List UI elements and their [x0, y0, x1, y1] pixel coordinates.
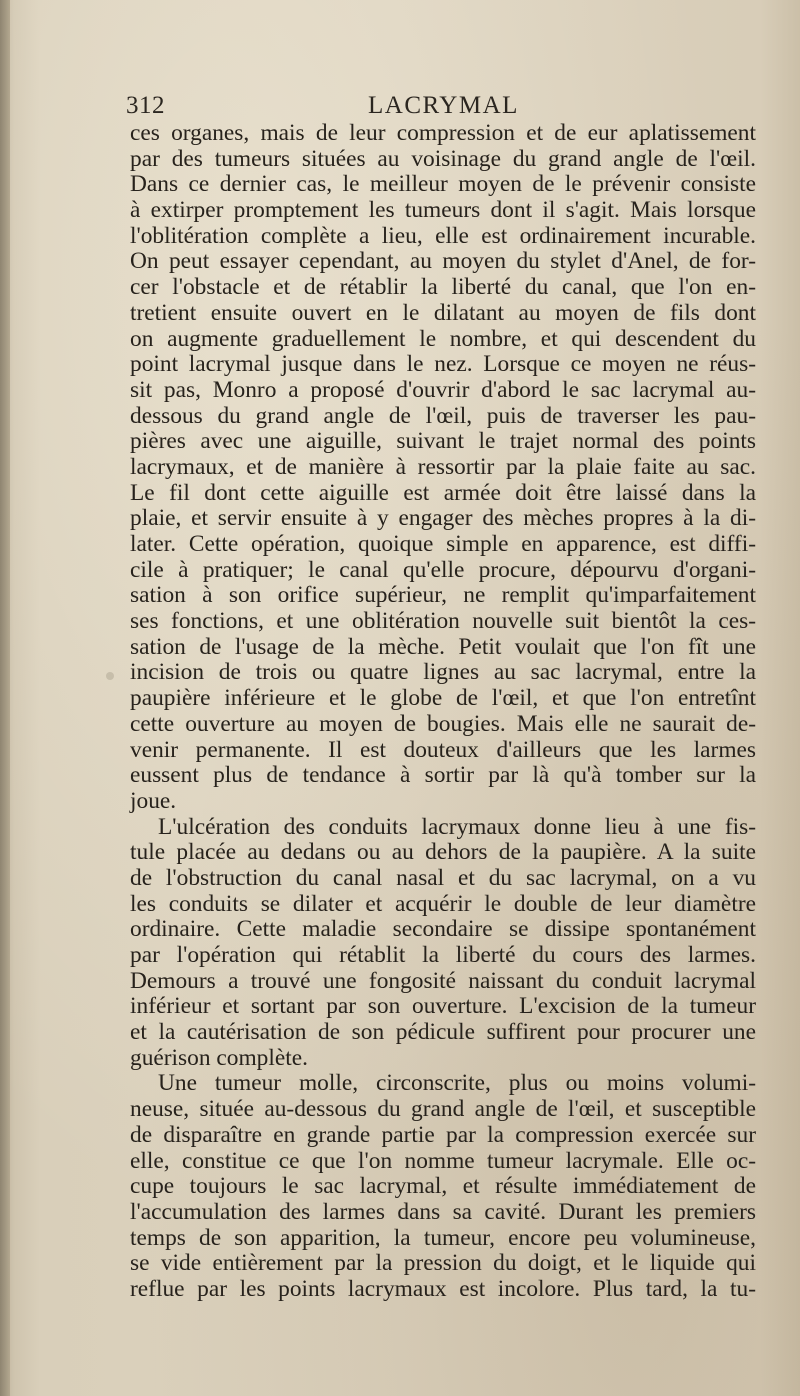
ink-spot — [106, 672, 114, 680]
text-line: sit pas, Monro a proposé d'ouvrir d'abord le sac lacrymal au- — [130, 376, 756, 403]
page-header — [126, 92, 646, 122]
text-line: par l'opération qui rétablit la liberté du cours des larmes. — [130, 942, 756, 968]
text-line: à extirper promptement les tumeurs dont il s'agit. Mais lorsque — [130, 197, 756, 224]
text-line: guérison complète. — [130, 1044, 308, 1071]
text-line: Le fil dont cette aiguille est armée doit être laissé dans la — [130, 479, 756, 506]
text-line: lacrymaux, et de manière à ressortir par la plaie faite au sac. — [130, 453, 756, 480]
text-line: l'accumulation des larmes dans sa cavité. Durant les premiers — [130, 1198, 756, 1225]
page-binding-edge — [0, 0, 10, 1396]
text-line: later. Cette opération, quoique simple en apparence, est diffi- — [130, 531, 756, 557]
text-line: cile à pratiquer; le canal qu'elle procure, dépourvu d'organi- — [130, 556, 756, 583]
text-line: ordinaire. Cette maladie secondaire se dissipe spontanément — [130, 916, 756, 943]
text-line: l'oblitération complète a lieu, elle est ordinairement incurable. — [130, 222, 756, 249]
text-line: ces organes, mais de leur compression et de eur aplatissement — [130, 120, 756, 146]
paragraph-first-line: Une tumeur molle, circonscrite, plus ou moins volumi- — [158, 1070, 756, 1097]
text-line: cer l'obstacle et de rétablir la liberté du canal, que l'on en- — [130, 274, 756, 301]
text-line: tule placée au dedans ou au dehors de la paupière. A la suite — [130, 839, 756, 866]
text-line: se vide entièrement par la pression du doigt, et le liquide qui — [130, 1250, 756, 1277]
paragraph-first-line: L'ulcération des conduits lacrymaux donne lieu à une fis- — [158, 813, 756, 840]
text-line: elle, constitue ce que l'on nomme tumeur lacrymale. Elle oc- — [130, 1147, 756, 1174]
text-line: On peut essayer cependant, au moyen du stylet d'Anel, de for- — [130, 248, 756, 275]
text-line: cupe toujours le sac lacrymal, et résulte immédiatement de — [130, 1173, 756, 1200]
text-line: de disparaître en grande partie par la compression exercée sur — [130, 1121, 756, 1148]
text-line: et la cautérisation de son pédicule suffirent pour procurer une — [130, 1019, 756, 1046]
text-line: dessous du grand angle de l'œil, puis de traverser les pau- — [130, 402, 756, 429]
page-number: 312 — [126, 92, 165, 119]
text-line: Demours a trouvé une fongosité naissant du conduit lacrymal — [130, 967, 756, 994]
text-line: point lacrymal jusque dans le nez. Lorsque ce moyen ne réus- — [130, 351, 756, 378]
text-line: reflue par les points lacrymaux est incolore. Plus tard, la tu- — [130, 1275, 756, 1302]
text-line: ses fonctions, et une oblitération nouvelle suit bientôt la ces- — [130, 608, 756, 635]
text-line: sation de l'usage de la mèche. Petit voulait que l'on fît une — [130, 633, 756, 660]
text-line: de l'obstruction du canal nasal et du sac lacrymal, on a vu — [130, 864, 756, 891]
text-line: pières avec une aiguille, suivant le trajet normal des points — [130, 428, 756, 455]
text-line: paupière inférieure et le globe de l'œil, et que l'on entretînt — [130, 685, 756, 712]
text-line: par des tumeurs situées au voisinage du grand angle de l'œil. — [130, 145, 756, 172]
text-line: on augmente graduellement le nombre, et qui descendent du — [130, 325, 756, 352]
text-line: joue. — [130, 787, 177, 814]
text-line: inférieur et sortant par son ouverture. L'excision de la tumeur — [130, 993, 756, 1020]
text-line: Dans ce dernier cas, le meilleur moyen de le prévenir consiste — [130, 171, 756, 198]
body-text — [130, 121, 756, 1303]
text-line: neuse, située au-dessous du grand angle de l'œil, et susceptible — [130, 1096, 756, 1123]
text-line: incision de trois ou quatre lignes au sac lacrymal, entre la — [130, 659, 756, 686]
text-line: sation à son orifice supérieur, ne remplit qu'imparfaitement — [130, 582, 756, 609]
text-line: cette ouverture au moyen de bougies. Mais elle ne saurait de- — [130, 710, 756, 737]
text-line: plaie, et servir ensuite à y engager des mèches propres à la di- — [130, 505, 756, 532]
running-title: LACRYMAL — [368, 92, 519, 119]
text-line: les conduits se dilater et acquérir le double de leur diamètre — [130, 890, 756, 917]
text-line: venir permanente. Il est douteux d'ailleurs que les larmes — [130, 736, 756, 763]
text-line: eussent plus de tendance à sortir par là qu'à tomber sur la — [130, 762, 756, 789]
text-line: tretient ensuite ouvert en le dilatant au moyen de fils dont — [130, 299, 756, 326]
text-line: temps de son apparition, la tumeur, encore peu volumineuse, — [130, 1224, 756, 1251]
